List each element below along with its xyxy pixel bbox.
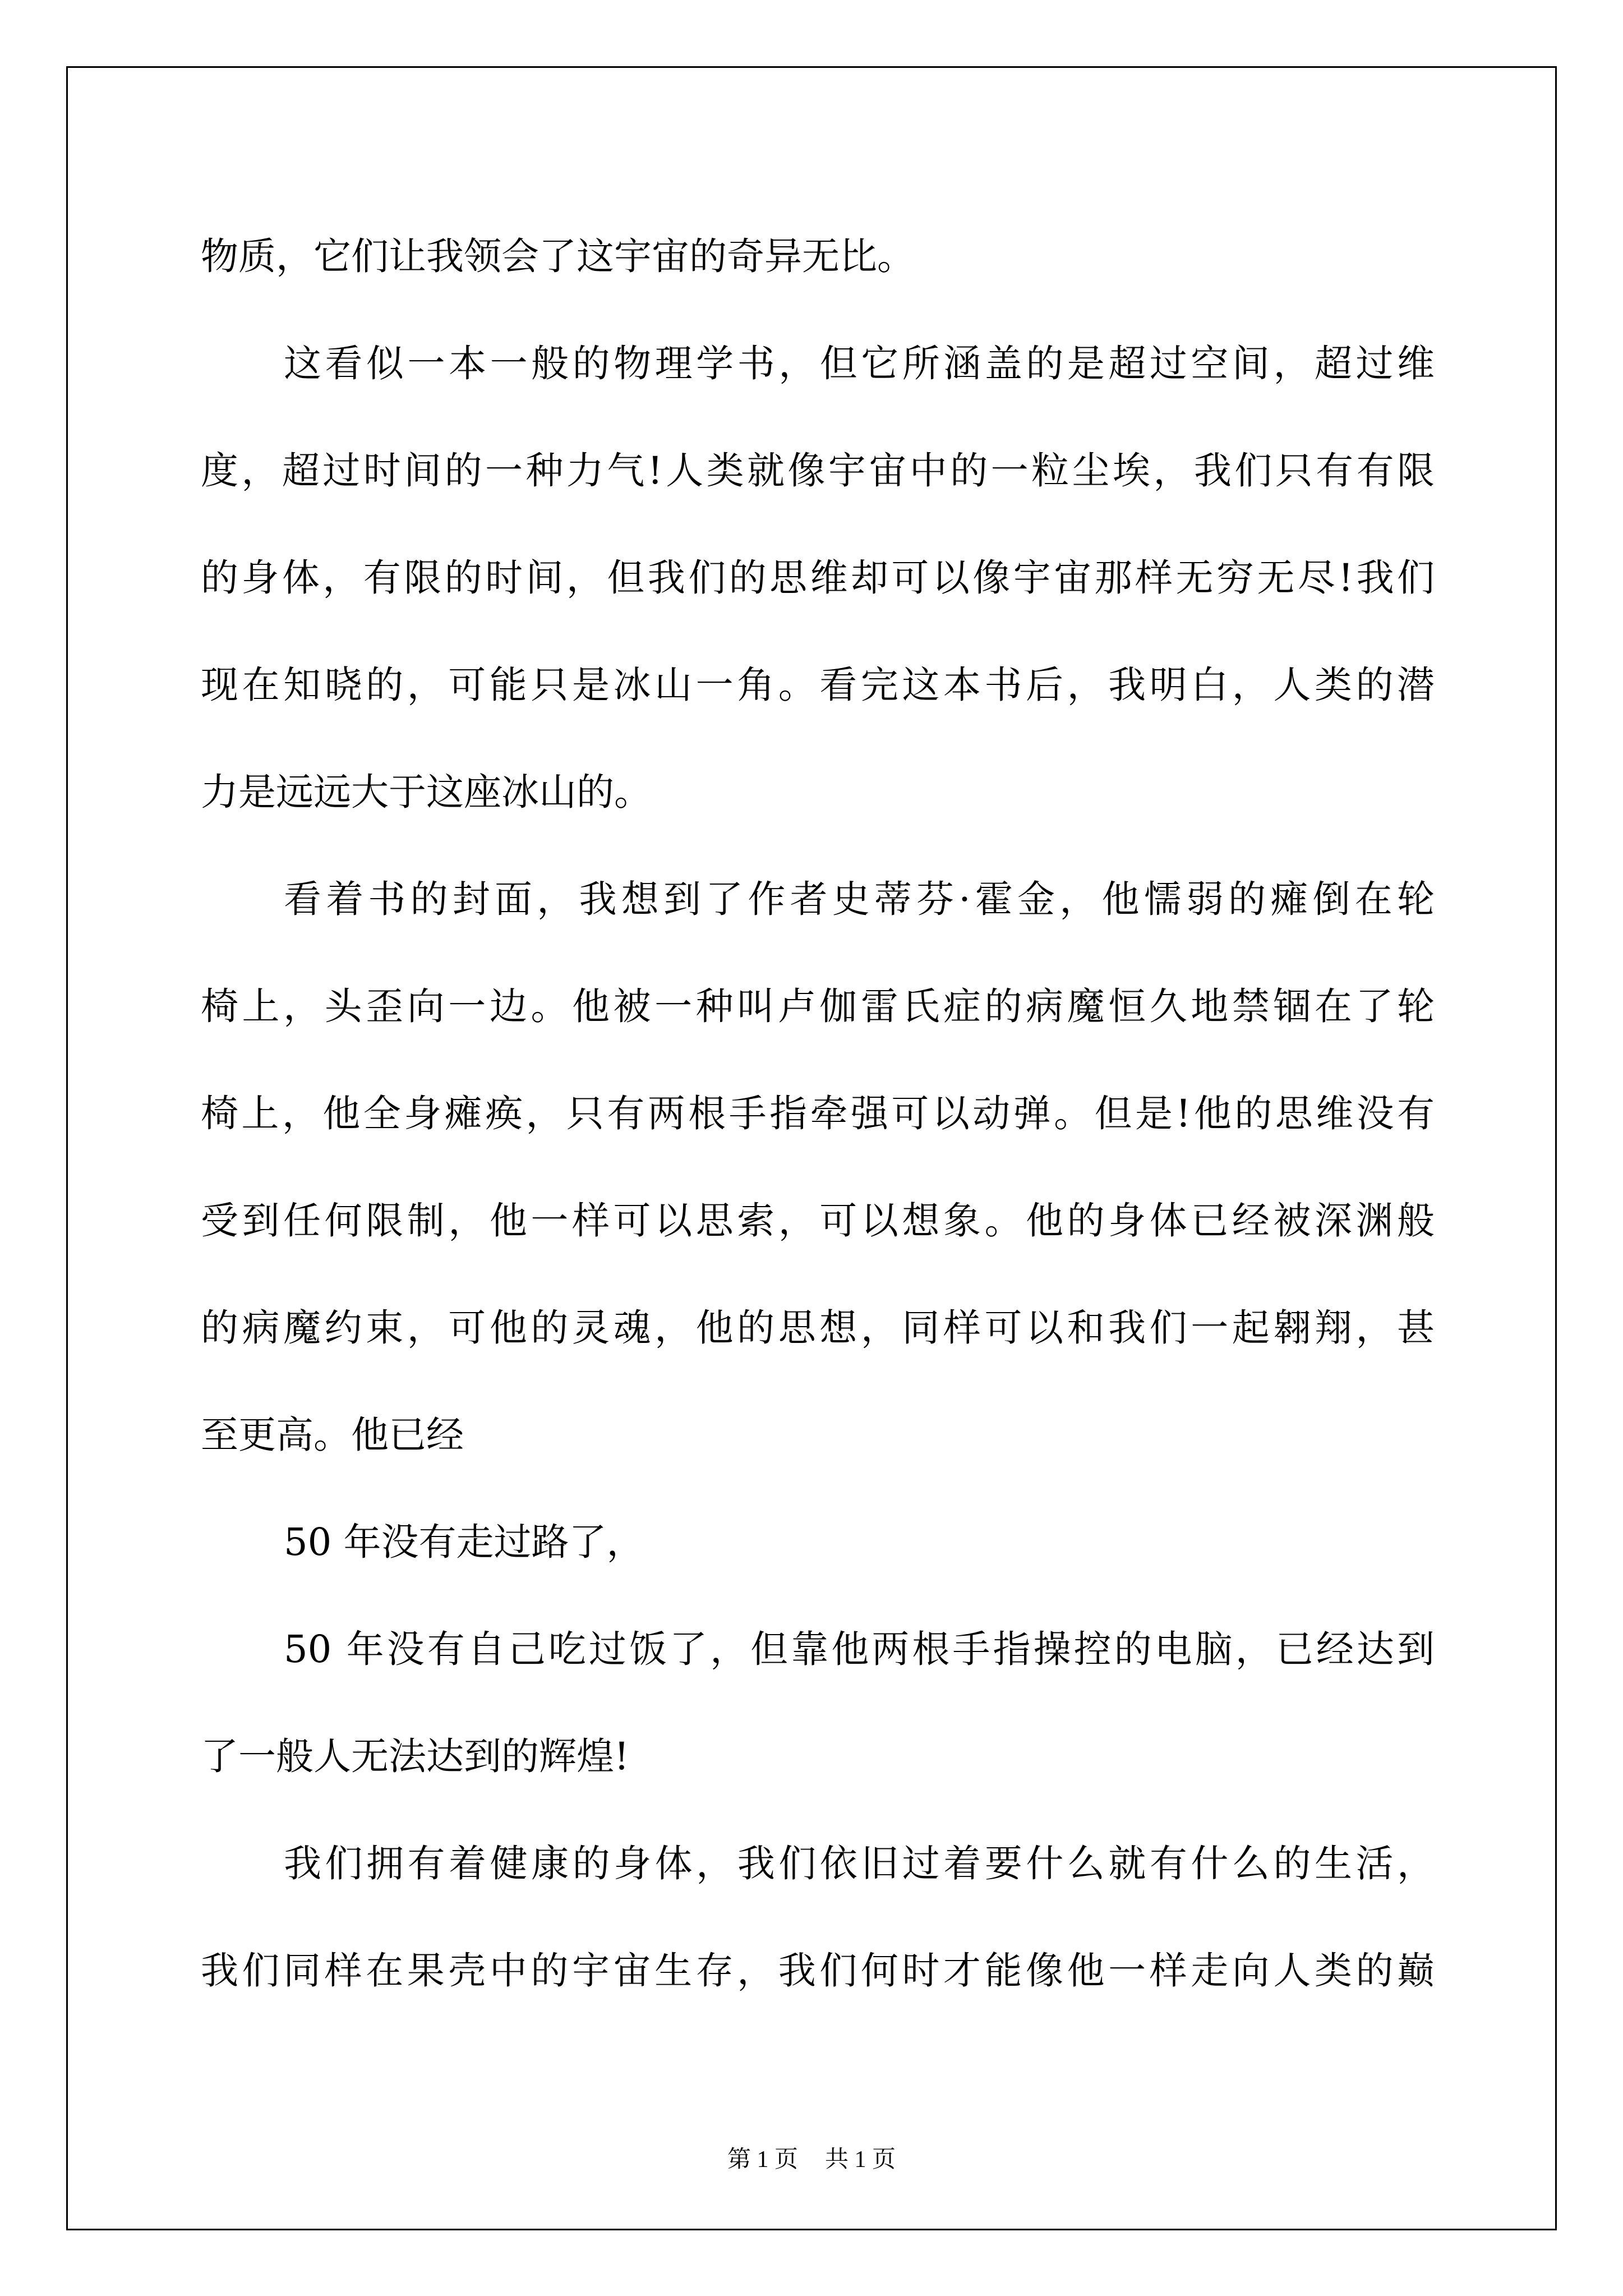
text-line: 椅上，他全身瘫痪，只有两根手指牵强可以动弹。但是!他的思维没有 — [201, 1092, 1435, 1135]
document-body — [201, 203, 1435, 2024]
text-line: 看着书的封面，我想到了作者史蒂芬·霍金，他懦弱的瘫倒在轮 — [284, 877, 1435, 921]
text-line: 50 年没有自己吃过饭了，但靠他两根手指操控的电脑，已经达到 — [284, 1627, 1435, 1671]
text-line: 椅上，头歪向一边。他被一种叫卢伽雷氏症的病魔恒久地禁锢在了轮 — [201, 984, 1435, 1028]
text-line: 物质，它们让我领会了这宇宙的奇异无比。 — [201, 234, 915, 278]
page-number: 第 1 页 — [727, 2147, 798, 2173]
text-line: 我们拥有着健康的身体，我们依旧过着要什么就有什么的生活， — [284, 1842, 1435, 1885]
text-line: 的身体，有限的时间，但我们的思维却可以像宇宙那样无穷无尽!我们 — [201, 556, 1435, 600]
text-line: 力是远远大于这座冰山的。 — [201, 770, 652, 814]
text-line: 度，超过时间的一种力气!人类就像宇宙中的一粒尘埃，我们只有有限 — [201, 449, 1435, 493]
page-footer — [0, 2143, 1623, 2177]
page-total: 共 1 页 — [825, 2147, 896, 2173]
text-line: 至更高。他已经 — [201, 1413, 464, 1457]
text-line: 我们同样在果壳中的宇宙生存，我们何时才能像他一样走向人类的巅 — [201, 1949, 1435, 1993]
text-line: 现在知晓的，可能只是冰山一角。看完这本书后，我明白，人类的潜 — [201, 663, 1435, 707]
text-line: 50 年没有走过路了， — [284, 1520, 644, 1564]
text-line: 了一般人无法达到的辉煌! — [201, 1734, 629, 1778]
text-line: 的病魔约束，可他的灵魂，他的思想，同样可以和我们一起翱翔，甚 — [201, 1306, 1435, 1350]
text-line: 这看似一本一般的物理学书，但它所涵盖的是超过空间，超过维 — [284, 342, 1435, 385]
text-line: 受到任何限制，他一样可以思索，可以想象。他的身体已经被深渊般 — [201, 1199, 1435, 1243]
